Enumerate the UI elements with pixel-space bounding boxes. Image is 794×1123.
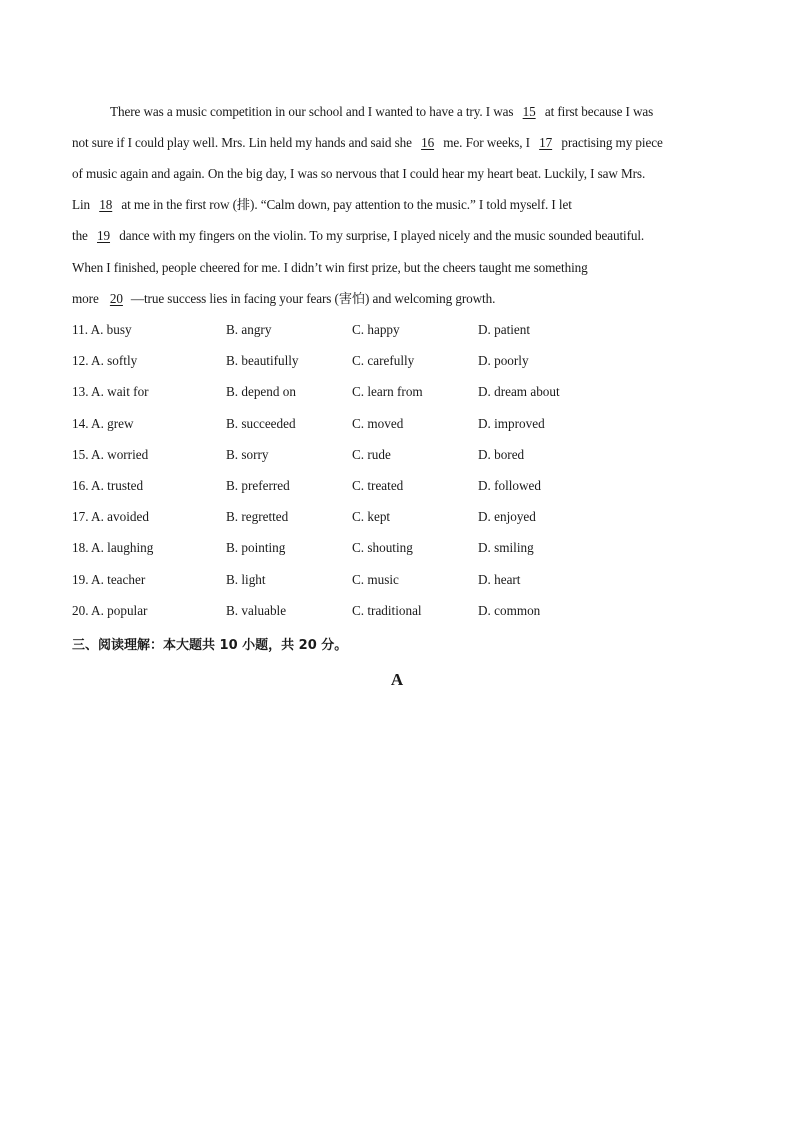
section-letter: A — [390, 670, 404, 689]
option-a: 20. A. popular — [72, 603, 148, 618]
option-b: B. depend on — [226, 384, 296, 399]
passage-line-2 — [72, 135, 663, 151]
option-b: B. sorry — [226, 447, 269, 462]
blank-15: 15 — [522, 104, 536, 119]
passage-line-1 — [110, 104, 653, 120]
text: practising my piece — [558, 135, 663, 150]
option-b: B. beautifully — [226, 353, 299, 368]
option-d: D. smiling — [478, 540, 534, 555]
blank-20: 20 — [109, 291, 123, 306]
option-d: D. enjoyed — [478, 509, 536, 524]
option-c: C. shouting — [352, 540, 413, 555]
option-a: 13. A. wait for — [72, 384, 149, 399]
option-b: B. regretted — [226, 509, 289, 524]
option-b: B. preferred — [226, 478, 290, 493]
text: dance with my fingers on the violin. To my surprise, I played nicely and the music sounded beautiful. — [116, 228, 645, 243]
passage-line-3 — [72, 166, 645, 182]
text: at me in the first row (排). “Calm down, pay attention to the music.” I told myself. I let — [118, 197, 572, 212]
option-b: B. succeeded — [226, 416, 296, 431]
text: me. For weeks, I — [440, 135, 534, 150]
option-c: C. treated — [352, 478, 404, 493]
option-a: 16. A. trusted — [72, 478, 144, 493]
option-c: C. traditional — [352, 603, 422, 618]
passage-line-7 — [72, 291, 495, 307]
blank-19: 19 — [97, 228, 111, 243]
text: There was a music competition in our school and I wanted to have a try. I was — [110, 104, 517, 119]
passage-line-6 — [72, 260, 588, 276]
option-c: C. moved — [352, 416, 404, 431]
option-c: C. carefully — [352, 353, 415, 368]
option-c: C. happy — [352, 322, 400, 337]
option-d: D. common — [478, 603, 541, 618]
option-a: 19. A. teacher — [72, 572, 146, 587]
option-a: 11. A. busy — [72, 322, 132, 337]
option-b: B. light — [226, 572, 266, 587]
passage-line-5 — [72, 228, 644, 244]
section-title: 三、阅读理解：本大题共 10 小题，共 20 分。 — [72, 638, 348, 653]
option-c: C. rude — [352, 447, 391, 462]
option-d: D. patient — [478, 322, 531, 337]
option-b: B. pointing — [226, 540, 286, 555]
blank-17: 17 — [539, 135, 553, 150]
text: When I finished, people cheered for me. I didn’t win first prize, but the cheers taught me something — [72, 260, 588, 275]
option-d: D. heart — [478, 572, 521, 587]
option-d: D. improved — [478, 416, 545, 431]
text: of music again and again. On the big day, I was so nervous that I could hear my heart beat. Luckily, I saw Mrs. — [72, 166, 646, 181]
option-a: 18. A. laughing — [72, 540, 154, 555]
text: Lin — [72, 197, 94, 212]
option-c: C. kept — [352, 509, 391, 524]
text: more — [72, 291, 102, 306]
option-a: 17. A. avoided — [72, 509, 149, 524]
option-a: 14. A. grew — [72, 416, 134, 431]
text: at first because I was — [541, 104, 654, 119]
text: —true success lies in facing your fears (害怕) and welcoming growth. — [130, 291, 496, 306]
passage-line-4 — [72, 197, 572, 213]
option-c: C. learn from — [352, 384, 423, 399]
option-d: D. dream about — [478, 384, 560, 399]
text: the — [72, 228, 92, 243]
option-d: D. bored — [478, 447, 525, 462]
text: not sure if I could play well. Mrs. Lin held my hands and said she — [72, 135, 416, 150]
blank-18: 18 — [99, 197, 113, 212]
option-a: 15. A. worried — [72, 447, 149, 462]
option-b: B. angry — [226, 322, 272, 337]
option-d: D. followed — [478, 478, 541, 493]
option-b: B. valuable — [226, 603, 287, 618]
option-c: C. music — [352, 572, 399, 587]
option-d: D. poorly — [478, 353, 529, 368]
blank-16: 16 — [421, 135, 435, 150]
option-a: 12. A. softly — [72, 353, 138, 368]
